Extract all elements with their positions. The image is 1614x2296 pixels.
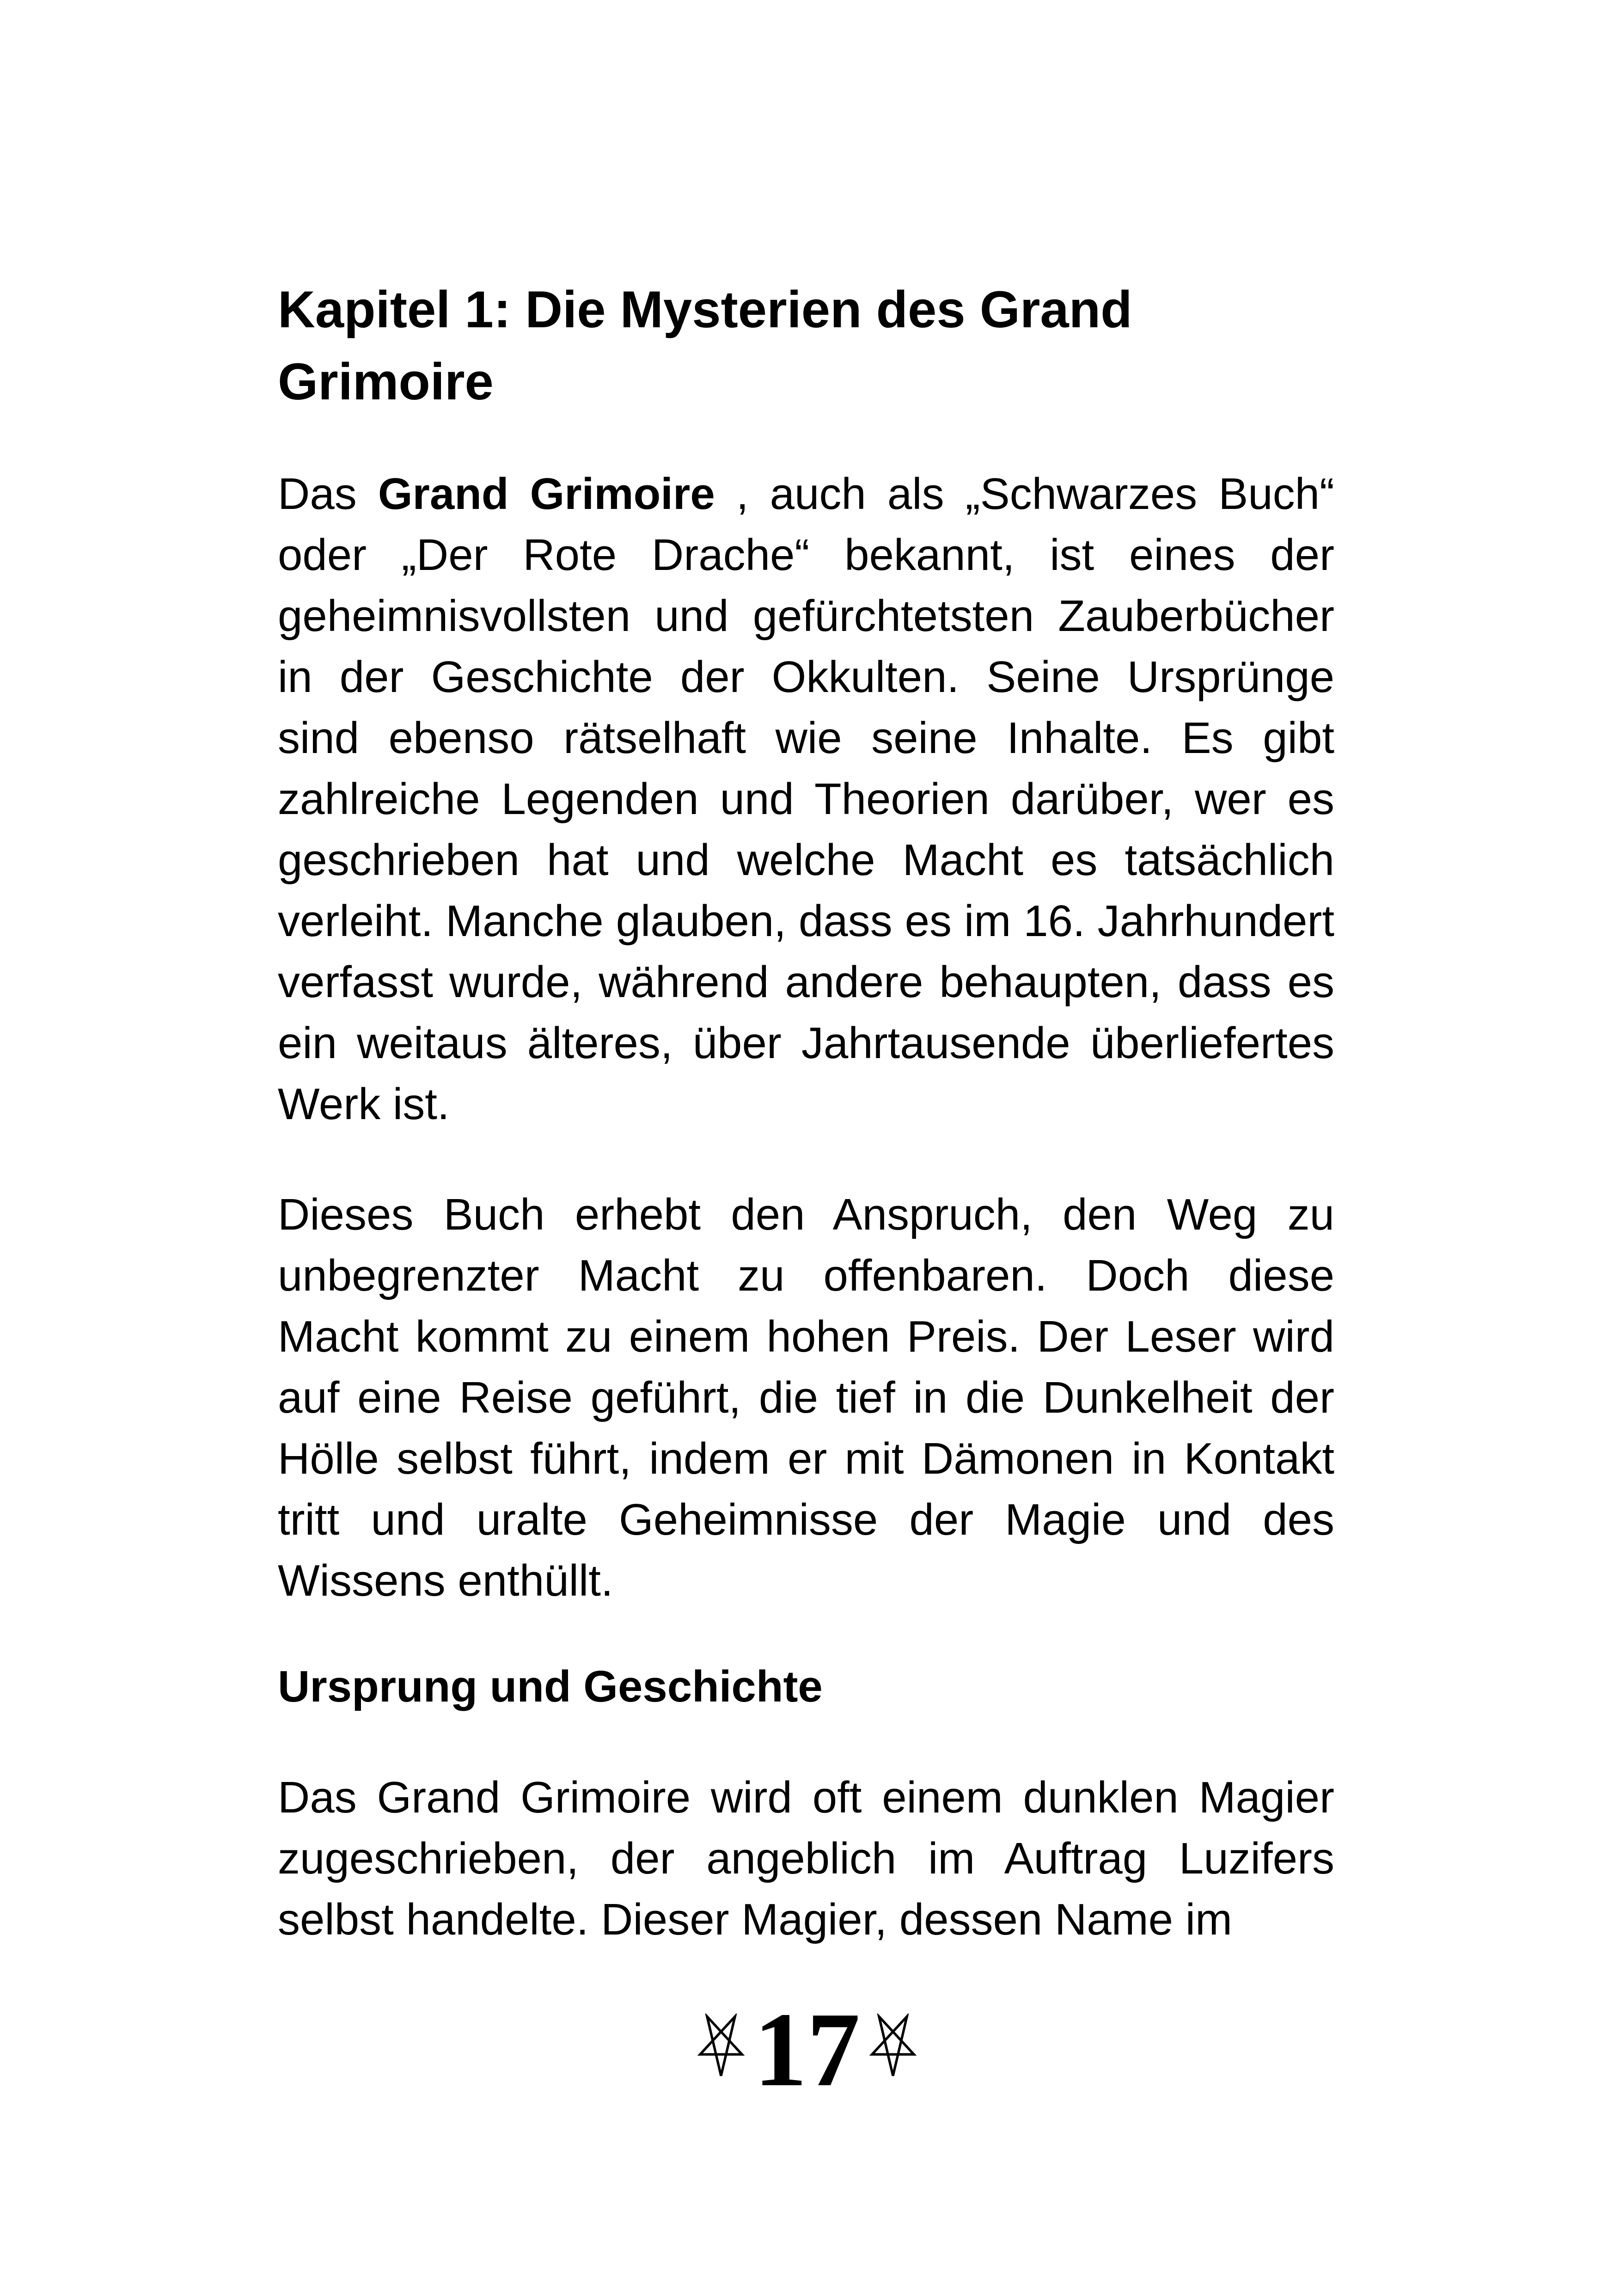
paragraph-origin: Das Grand Grimoire wird oft einem dunklen Magier zugeschrieben, der angeblich im Auftrag Luzifers selbst handelte. Dieser Magier, dessen Name im [278, 1773, 1334, 1944]
paragraph-intro-start: Das [278, 469, 378, 519]
paragraph-intro [278, 464, 1334, 1135]
pentagram-icon [868, 2014, 918, 2078]
paragraph-power: Dieses Buch erhebt den Anspruch, den Weg zu unbegrenzter Macht zu offenbaren. Doch diese Macht kommt zu einem hohen Preis. Der Leser wird auf eine Reise geführt, die tief in die Dunkelheit der Hölle selbst führt, indem er mit Dämonen in Kontakt tritt und uralte Geheimnisse der Magie und des Wissens enthüllt. [278, 1190, 1334, 1605]
book-title-bold: Grand Grimoire [378, 469, 715, 519]
page-number: 17 [754, 1990, 860, 2108]
page-footer [0, 1986, 1614, 2106]
chapter-title: Kapitel 1: Die Mysterien des Grand Grimoire [278, 281, 1132, 410]
section-title: Ursprung und Geschichte [278, 1662, 823, 1711]
pentagram-icon [696, 2014, 746, 2078]
paragraph-intro-rest: , auch als „Schwarzes Buch“ oder „Der Rote Drache“ bekannt, ist eines der geheimnisvollsten und gefürchtetsten Zauberbücher in der Geschichte der Okkulten. Seine Ursprünge sind ebenso rätselhaft wie seine Inhalte. Es gibt zahlreiche Legenden und Theorien darüber, wer es geschrieben hat und welche Macht es tatsächlich verleiht. Manche glauben, dass es im 16. Jahrhundert verfasst wurde, während andere behaupten, dass es ein weitaus älteres, über Jahrtausende überliefertes Werk ist. [278, 469, 1335, 1129]
